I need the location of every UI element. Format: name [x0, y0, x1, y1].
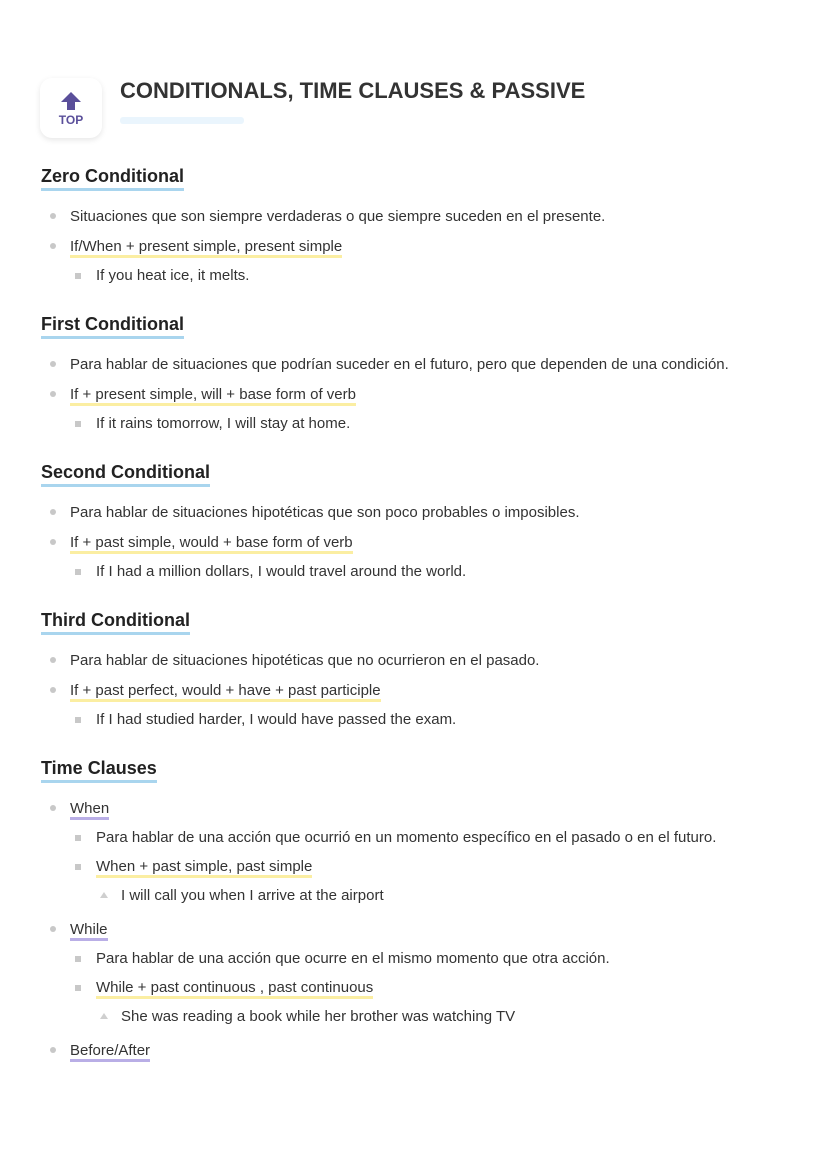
- formula-text: If/When + present simple, present simple: [70, 238, 342, 258]
- list-item: [41, 678, 811, 703]
- list-item: [41, 946, 811, 971]
- heading-first-conditional: First Conditional: [41, 314, 184, 339]
- list-item: [41, 204, 811, 229]
- back-to-top-button[interactable]: [40, 78, 102, 138]
- formula-text: When + past simple, past simple: [96, 858, 312, 878]
- page-title: CONDITIONALS, TIME CLAUSES & PASSIVE: [120, 78, 586, 103]
- example-text: She was reading a book while her brother was watching TV: [121, 1008, 516, 1025]
- list-item: [41, 825, 811, 850]
- example-text: I will call you when I arrive at the airport: [121, 887, 384, 904]
- section-first-conditional: [41, 314, 811, 436]
- list: [41, 796, 811, 1063]
- list-item: [41, 382, 811, 407]
- list-item: [41, 1004, 811, 1029]
- example-text: If I had a million dollars, I would travel around the world.: [96, 563, 467, 580]
- list: [41, 648, 811, 732]
- page-header: [40, 74, 800, 144]
- list-item: [41, 500, 811, 525]
- list: [41, 500, 811, 584]
- list-item: [41, 883, 811, 908]
- description-text: Para hablar de situaciones que podrían suceder en el futuro, pero que dependen de una condición.: [70, 356, 729, 373]
- clause-while: While: [70, 921, 108, 941]
- list-item: [41, 352, 811, 377]
- example-text: If you heat ice, it melts.: [96, 267, 250, 284]
- top-label: TOP: [58, 113, 84, 127]
- description-text: Para hablar de una acción que ocurrió en un momento específico en el pasado o en el futuro.: [96, 829, 717, 846]
- list-item: [41, 234, 811, 259]
- description-text: Para hablar de situaciones hipotéticas que son poco probables o imposibles.: [70, 504, 580, 521]
- list-item: [41, 648, 811, 673]
- example-text: If I had studied harder, I would have passed the exam.: [96, 711, 457, 728]
- formula-text: If + present simple, will + base form of verb: [70, 386, 356, 406]
- list-item: [41, 854, 811, 879]
- list: [41, 352, 811, 436]
- formula-text: If + past simple, would + base form of verb: [70, 534, 353, 554]
- formula-text: If + past perfect, would + have + past participle: [70, 682, 381, 702]
- section-third-conditional: [41, 610, 811, 732]
- list-item: [41, 263, 811, 288]
- clause-before-after: Before/After: [70, 1042, 150, 1062]
- list-item: [41, 796, 811, 821]
- list-item: [41, 707, 811, 732]
- heading-third-conditional: Third Conditional: [41, 610, 190, 635]
- description-text: Para hablar de situaciones hipotéticas que no ocurrieron en el pasado.: [70, 652, 540, 669]
- clause-when: When: [70, 800, 109, 820]
- section-second-conditional: [41, 462, 811, 584]
- description-text: Para hablar de una acción que ocurre en el mismo momento que otra acción.: [96, 950, 610, 967]
- heading-zero-conditional: Zero Conditional: [41, 166, 184, 191]
- list: [41, 204, 811, 288]
- description-text: Situaciones que son siempre verdaderas o que siempre suceden en el presente.: [70, 208, 606, 225]
- section-time-clauses: [41, 758, 811, 1063]
- list-item: [41, 1038, 811, 1063]
- heading-time-clauses: Time Clauses: [41, 758, 157, 783]
- example-text: If it rains tomorrow, I will stay at home.: [96, 415, 351, 432]
- title-underline: [120, 117, 244, 124]
- arrow-up-icon: [60, 90, 82, 112]
- list-item: [41, 559, 811, 584]
- section-zero-conditional: [41, 166, 811, 288]
- heading-second-conditional: Second Conditional: [41, 462, 210, 487]
- list-item: [41, 917, 811, 942]
- list-item: [41, 411, 811, 436]
- list-item: [41, 530, 811, 555]
- document-body: [41, 166, 811, 1089]
- list-item: [41, 975, 811, 1000]
- formula-text: While + past continuous , past continuous: [96, 979, 373, 999]
